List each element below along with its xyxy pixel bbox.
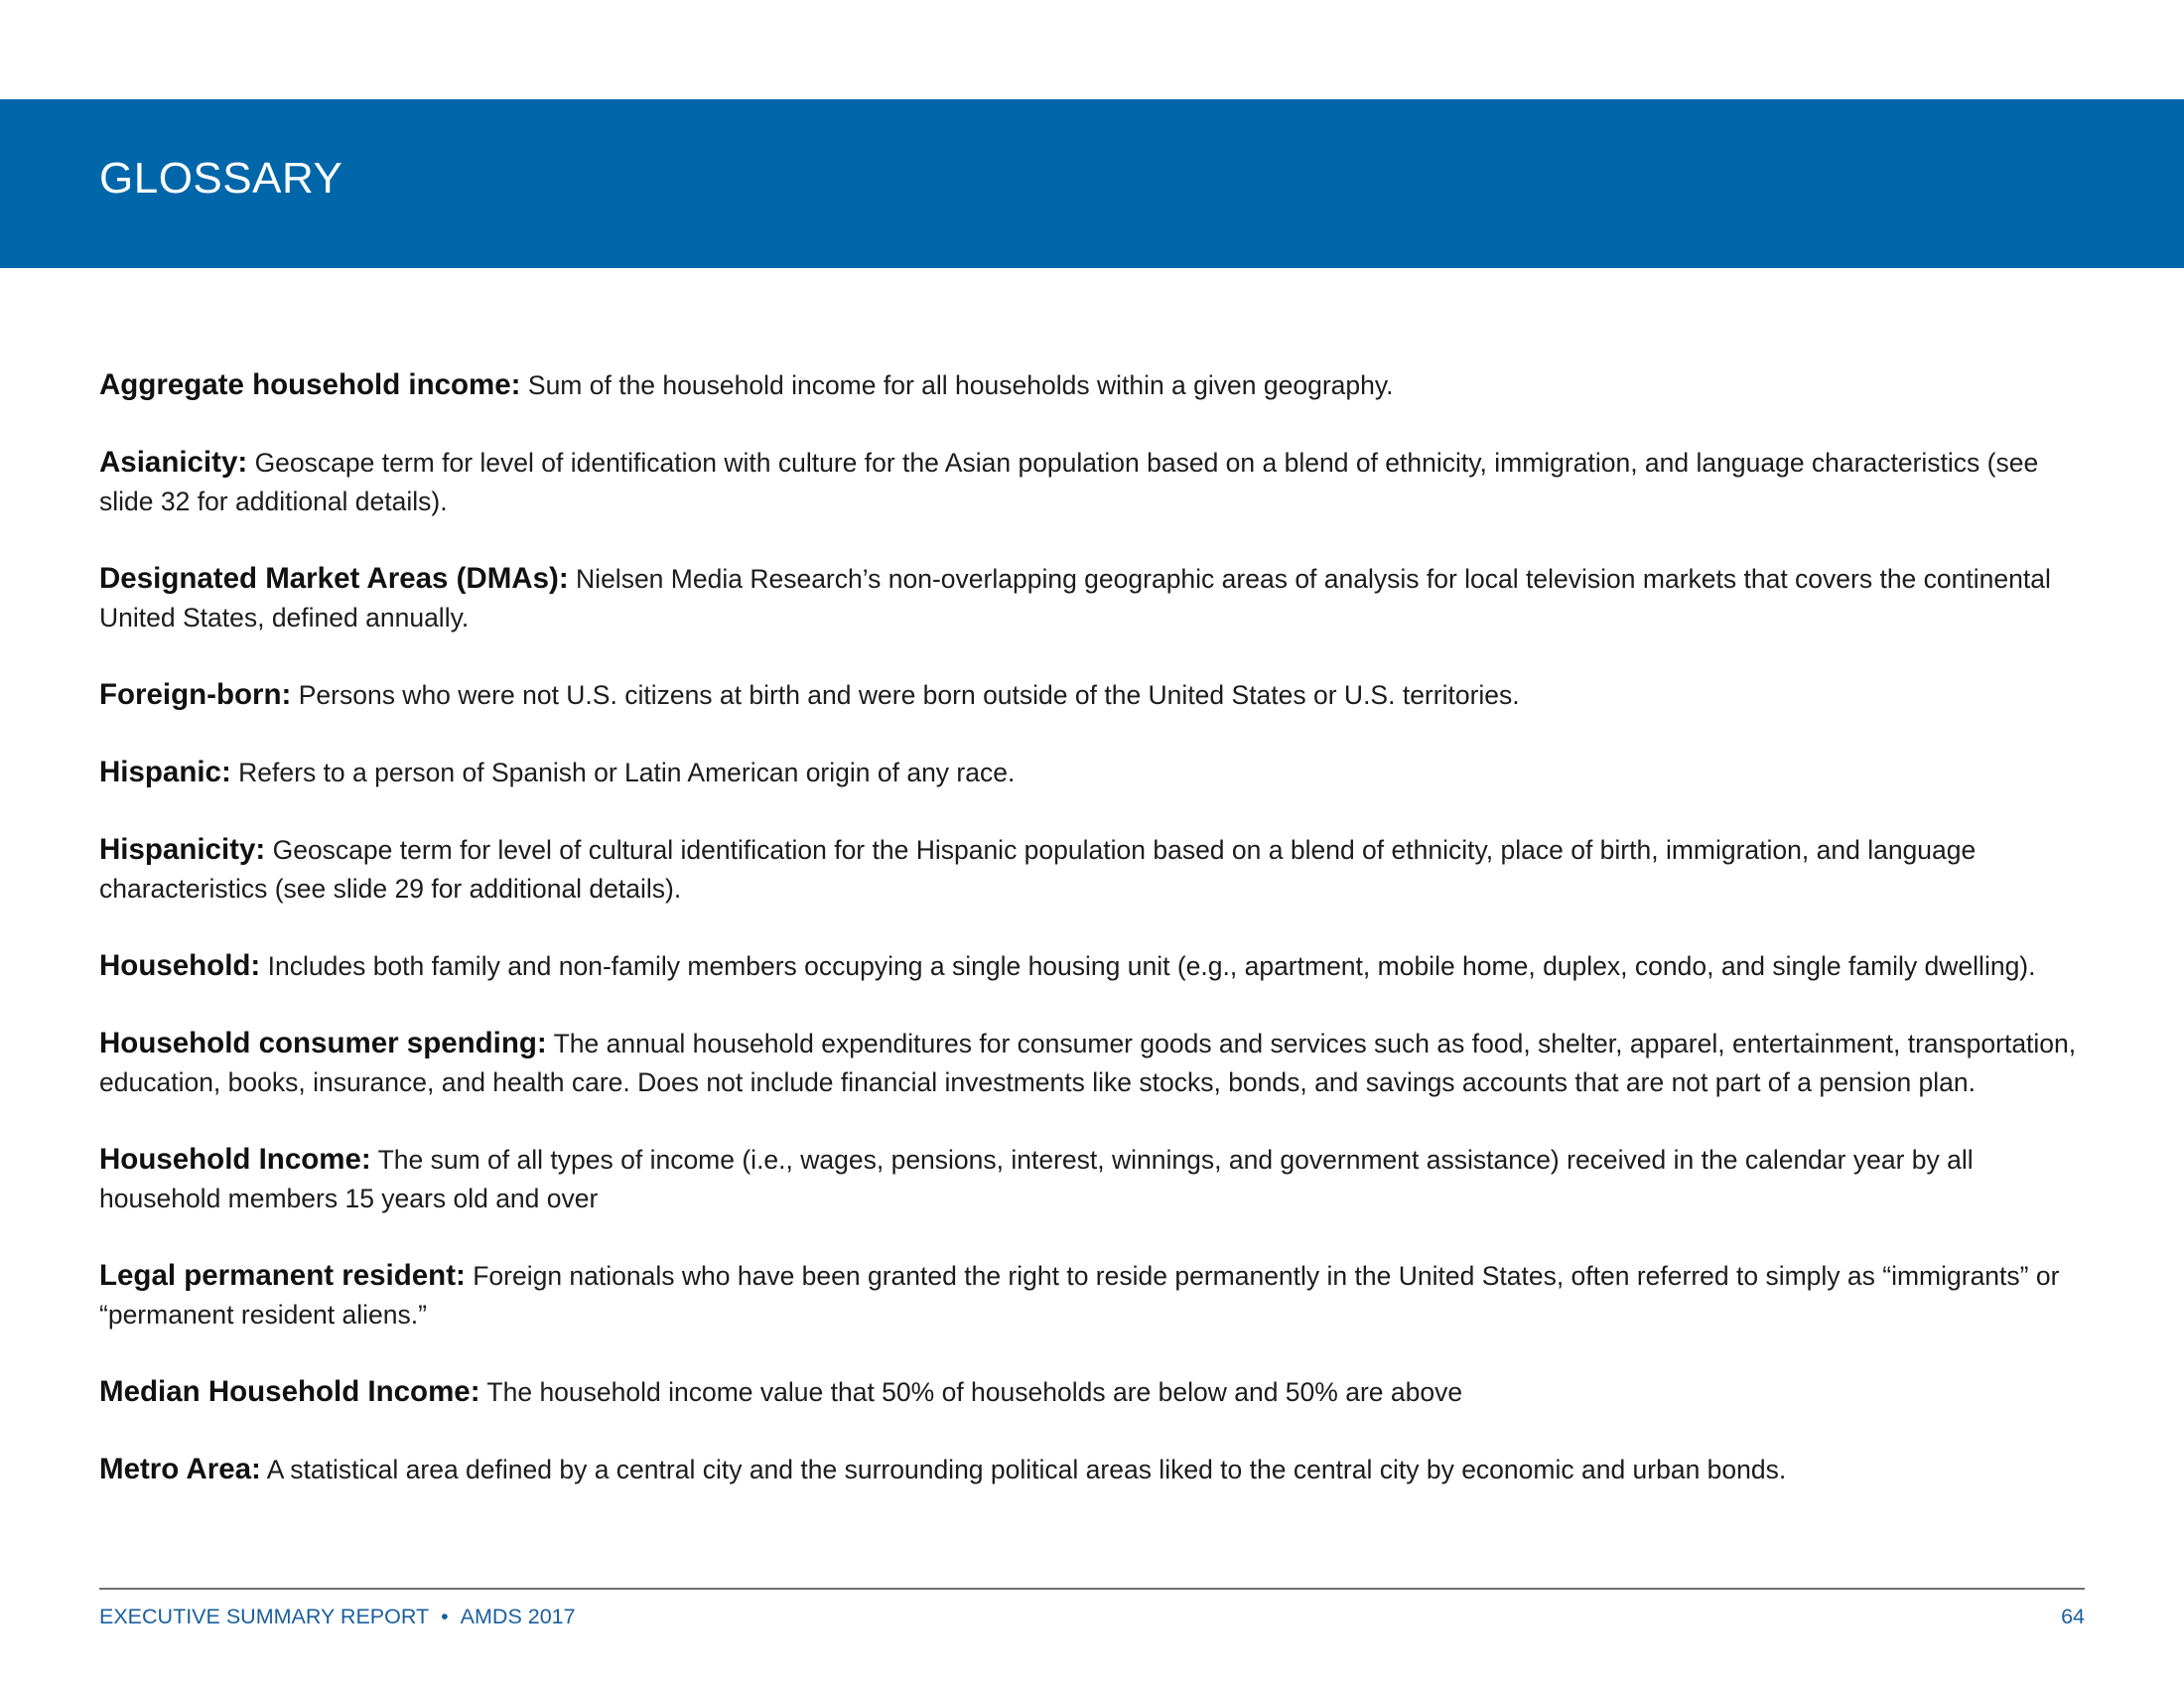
footer-divider — [99, 1588, 2085, 1590]
glossary-entry — [99, 753, 2085, 792]
glossary-entry — [99, 946, 2085, 986]
footer-edition: AMDS 2017 — [460, 1605, 576, 1628]
glossary-definition: Includes both family and non-family members occupying a single housing unit (e.g., apartment, mobile home, duplex, condo, and single family dwelling). — [267, 951, 2036, 981]
glossary-term: Hispanic: — [99, 756, 231, 788]
page-title: GLOSSARY — [99, 154, 343, 203]
page-number: 64 — [2061, 1605, 2085, 1628]
glossary-term: Aggregate household income: — [99, 368, 521, 401]
glossary-definition: Nielsen Media Research’s non-overlapping geographic areas of analysis for local television markets that covers the continental United States, defined annually. — [99, 564, 2051, 633]
glossary-definition: Sum of the household income for all households within a given geography. — [527, 370, 1394, 400]
glossary-term: Metro Area: — [99, 1453, 261, 1485]
glossary-entry — [99, 443, 2085, 521]
glossary-definition: The household income value that 50% of households are below and 50% are above — [486, 1377, 1463, 1407]
glossary-definition: Persons who were not U.S. citizens at birth and were born outside of the United States or U.S. territories. — [298, 680, 1520, 710]
glossary-entry — [99, 1450, 2085, 1489]
glossary-term: Hispanicity: — [99, 833, 266, 866]
footer-separator: • — [441, 1605, 449, 1628]
glossary-definition: Foreign nationals who have been granted the right to reside permanently in the United States, often referred to simply as “immigrants” or “permanent resident aliens.” — [99, 1261, 2060, 1330]
glossary-definition: A statistical area defined by a central city and the surrounding political areas liked to the central city by economic and urban bonds. — [266, 1455, 1787, 1484]
glossary-term: Legal permanent resident: — [99, 1259, 466, 1292]
glossary-term: Designated Market Areas (DMAs): — [99, 562, 569, 595]
glossary-entry — [99, 675, 2085, 715]
glossary-definition: The sum of all types of income (i.e., wages, pensions, interest, winnings, and government assistance) received in the calendar year by all household members 15 years old and over — [99, 1145, 1974, 1213]
glossary-entry — [99, 1024, 2085, 1102]
glossary-entry — [99, 559, 2085, 637]
glossary-definition: Geoscape term for level of cultural identification for the Hispanic population based on a blend of ethnicity, place of birth, immigration, and language characteristics (see slide 29 for additional details). — [99, 835, 1977, 904]
glossary-term: Asianicity: — [99, 446, 248, 479]
glossary-term: Median Household Income: — [99, 1375, 480, 1408]
glossary-term: Household Income: — [99, 1143, 371, 1176]
footer-report-name: EXECUTIVE SUMMARY REPORT — [99, 1605, 430, 1628]
glossary-entry — [99, 1256, 2085, 1335]
glossary-entry — [99, 1372, 2085, 1412]
glossary-term: Household consumer spending: — [99, 1027, 547, 1059]
glossary-definition: Refers to a person of Spanish or Latin American origin of any race. — [238, 758, 1016, 787]
glossary-term: Foreign-born: — [99, 678, 292, 711]
footer-report-label — [99, 1607, 576, 1628]
glossary-definition: Geoscape term for level of identification with culture for the Asian population based on a blend of ethnicity, immigration, and language characteristics (see slide 32 for additional details). — [99, 448, 2039, 516]
glossary-entry — [99, 830, 2085, 909]
glossary-definition: The annual household expenditures for consumer goods and services such as food, shelter, apparel, entertainment, transportation, education, books, insurance, and health care. Does not include financial investments like stocks, bonds, and savings accounts that are not part of a pension plan. — [99, 1029, 2077, 1097]
glossary-entry — [99, 1140, 2085, 1218]
glossary-term: Household: — [99, 949, 261, 982]
glossary-list — [99, 365, 2085, 1527]
glossary-entry — [99, 365, 2085, 405]
